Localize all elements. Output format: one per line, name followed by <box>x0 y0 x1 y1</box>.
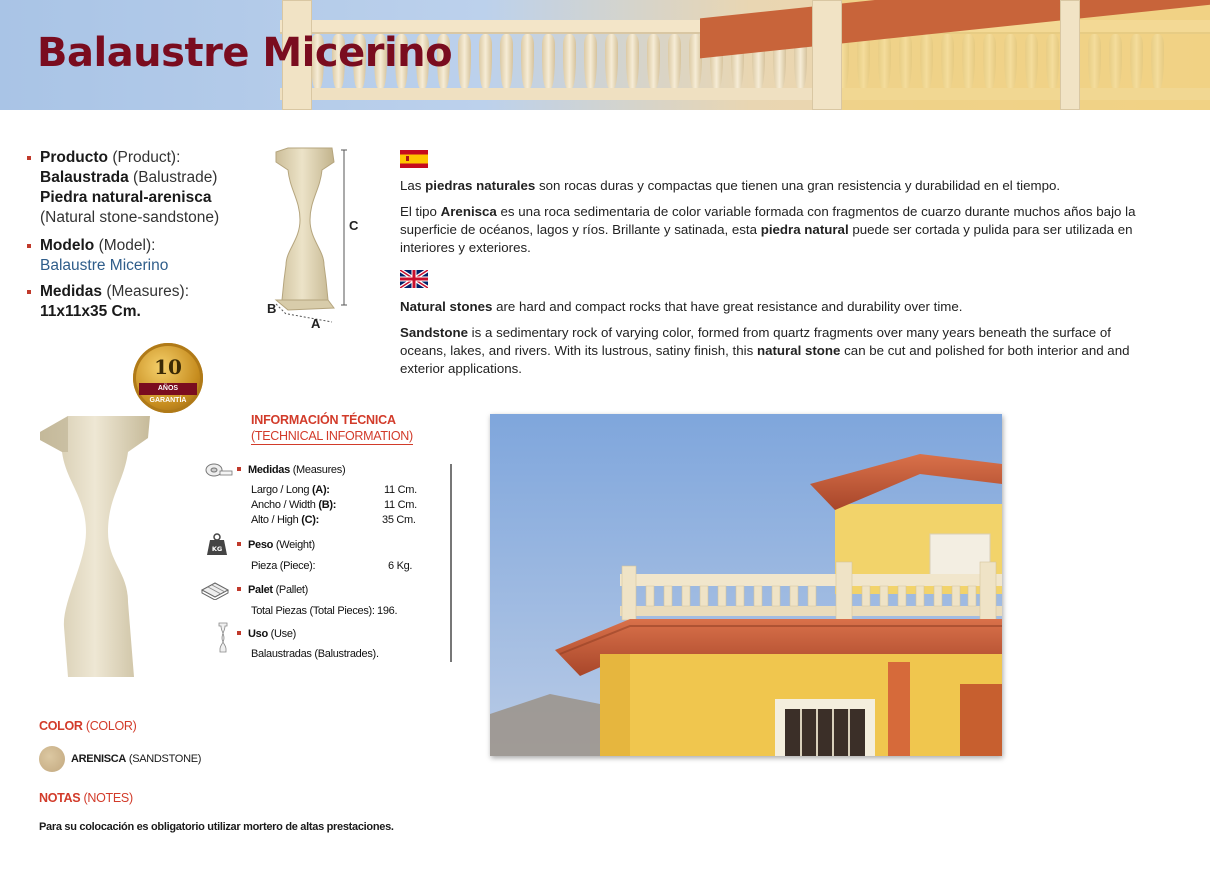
photo-illustration <box>490 414 1002 756</box>
spec-material: Piedra natural-arenisca <box>40 189 212 206</box>
product-spec-list <box>27 148 257 326</box>
spec-product-name: Balaustrada <box>40 169 129 186</box>
tech-width-value: 11 Cm. <box>384 499 417 511</box>
english-paragraph-2: Sandstone is a sedimentary rock of varying color, formed from quartz fragments over many years beneath the surface of oceans, lakes, and rivers. With its lustrous, satiny finish, this natural stone can be cut and polished for both interior and and exterior applications. <box>400 325 1130 376</box>
spec-product-label: Producto <box>40 149 109 166</box>
tech-piece-row: Pieza (Piece): <box>251 560 316 572</box>
tech-long-value: 11 Cm. <box>384 484 417 496</box>
diagram-label-a: A <box>311 316 321 331</box>
spec-measures-label-en: (Measures): <box>106 283 190 300</box>
baluster-use-icon <box>218 621 228 655</box>
page-title: Balaustre Micerino <box>37 30 453 76</box>
tech-use-heading: Uso (Use) <box>237 628 296 640</box>
svg-text:KG: KG <box>211 545 223 553</box>
spec-model-value: Balaustre Micerino <box>40 257 169 274</box>
house-balustrade-photo <box>490 414 1002 756</box>
tech-high-value: 35 Cm. <box>382 514 416 526</box>
banner-post <box>812 0 842 110</box>
tech-info-title: INFORMACIÓN TÉCNICA <box>251 413 396 427</box>
spec-product <box>27 148 257 228</box>
tape-measure-icon <box>205 462 233 478</box>
tech-divider <box>450 464 452 662</box>
tech-pallet-heading: Palet (Pallet) <box>237 584 308 596</box>
spec-measures <box>27 282 257 322</box>
column-sketch-icon <box>262 140 372 335</box>
spec-model <box>27 236 257 276</box>
uk-flag-icon <box>400 270 428 288</box>
spanish-paragraph-1: Las piedras naturales son rocas duras y compactas que tienen una gran resistencia y durabilidad en el tiempo. <box>400 178 1061 193</box>
tech-piece-value: 6 Kg. <box>388 560 413 572</box>
color-swatch-label: ARENISCA (SANDSTONE) <box>71 753 202 765</box>
spain-flag-icon <box>400 150 428 168</box>
spanish-paragraph-2: El tipo Arenisca es una roca sedimentaria de color variable formada con fragmentos de cuarzo durante muchos años bajo la superficie de océanos, lagos y ríos. Brillante y satinada, esta piedra natural puede ser cortada y pulida para ser utilizada en interiores y exteriores. <box>400 204 1136 255</box>
spec-model-label-en: (Model): <box>98 237 156 254</box>
tech-total-value: 196. <box>377 605 398 617</box>
tech-measures-heading: Medidas (Measures) <box>237 464 345 476</box>
warranty-seal-icon <box>133 343 203 413</box>
tech-long-row: Largo / Long (A): <box>251 484 330 496</box>
spec-product-name-en: (Balustrade) <box>133 169 218 186</box>
tech-use-dot: . <box>376 648 379 660</box>
sandstone-color-swatch <box>39 746 65 772</box>
tech-width-row: Ancho / Width (B): <box>251 499 337 511</box>
notes-header: NOTAS (NOTES) <box>39 791 133 805</box>
tech-total-row: Total Piezas (Total Pieces): <box>251 605 375 617</box>
seal-ribbon-text: AÑOS GARANTÍA <box>139 383 197 395</box>
english-paragraph-1: Natural stones are hard and compact rocks that have great resistance and durability over time. <box>400 299 963 314</box>
tech-info-subtitle: (TECHNICAL INFORMATION) <box>251 429 413 443</box>
tech-weight-heading: Peso (Weight) <box>237 539 315 551</box>
spec-model-label: Modelo <box>40 237 95 254</box>
spec-measures-value: 11x11x35 Cm. <box>40 303 141 320</box>
dimension-diagram <box>262 140 372 335</box>
weight-kg-icon <box>207 533 227 555</box>
notes-text: Para su colocación es obligatorio utilizar mortero de altas prestaciones. <box>39 821 394 833</box>
tech-high-row: Alto / High (C): <box>251 514 319 526</box>
color-header: COLOR (COLOR) <box>39 719 137 733</box>
spec-material-en: (Natural stone-sandstone) <box>40 209 220 226</box>
pallet-icon <box>200 580 230 600</box>
diagram-label-c: C <box>349 218 359 233</box>
tech-use-row: Balaustradas (Balustrades) <box>251 648 376 660</box>
baluster-product-image <box>38 412 158 682</box>
spec-measures-label: Medidas <box>40 283 103 300</box>
spec-product-label-en: (Product): <box>112 149 181 166</box>
diagram-label-b: B <box>267 301 277 316</box>
banner-post <box>1060 0 1080 110</box>
seal-number: 10 <box>154 355 182 379</box>
